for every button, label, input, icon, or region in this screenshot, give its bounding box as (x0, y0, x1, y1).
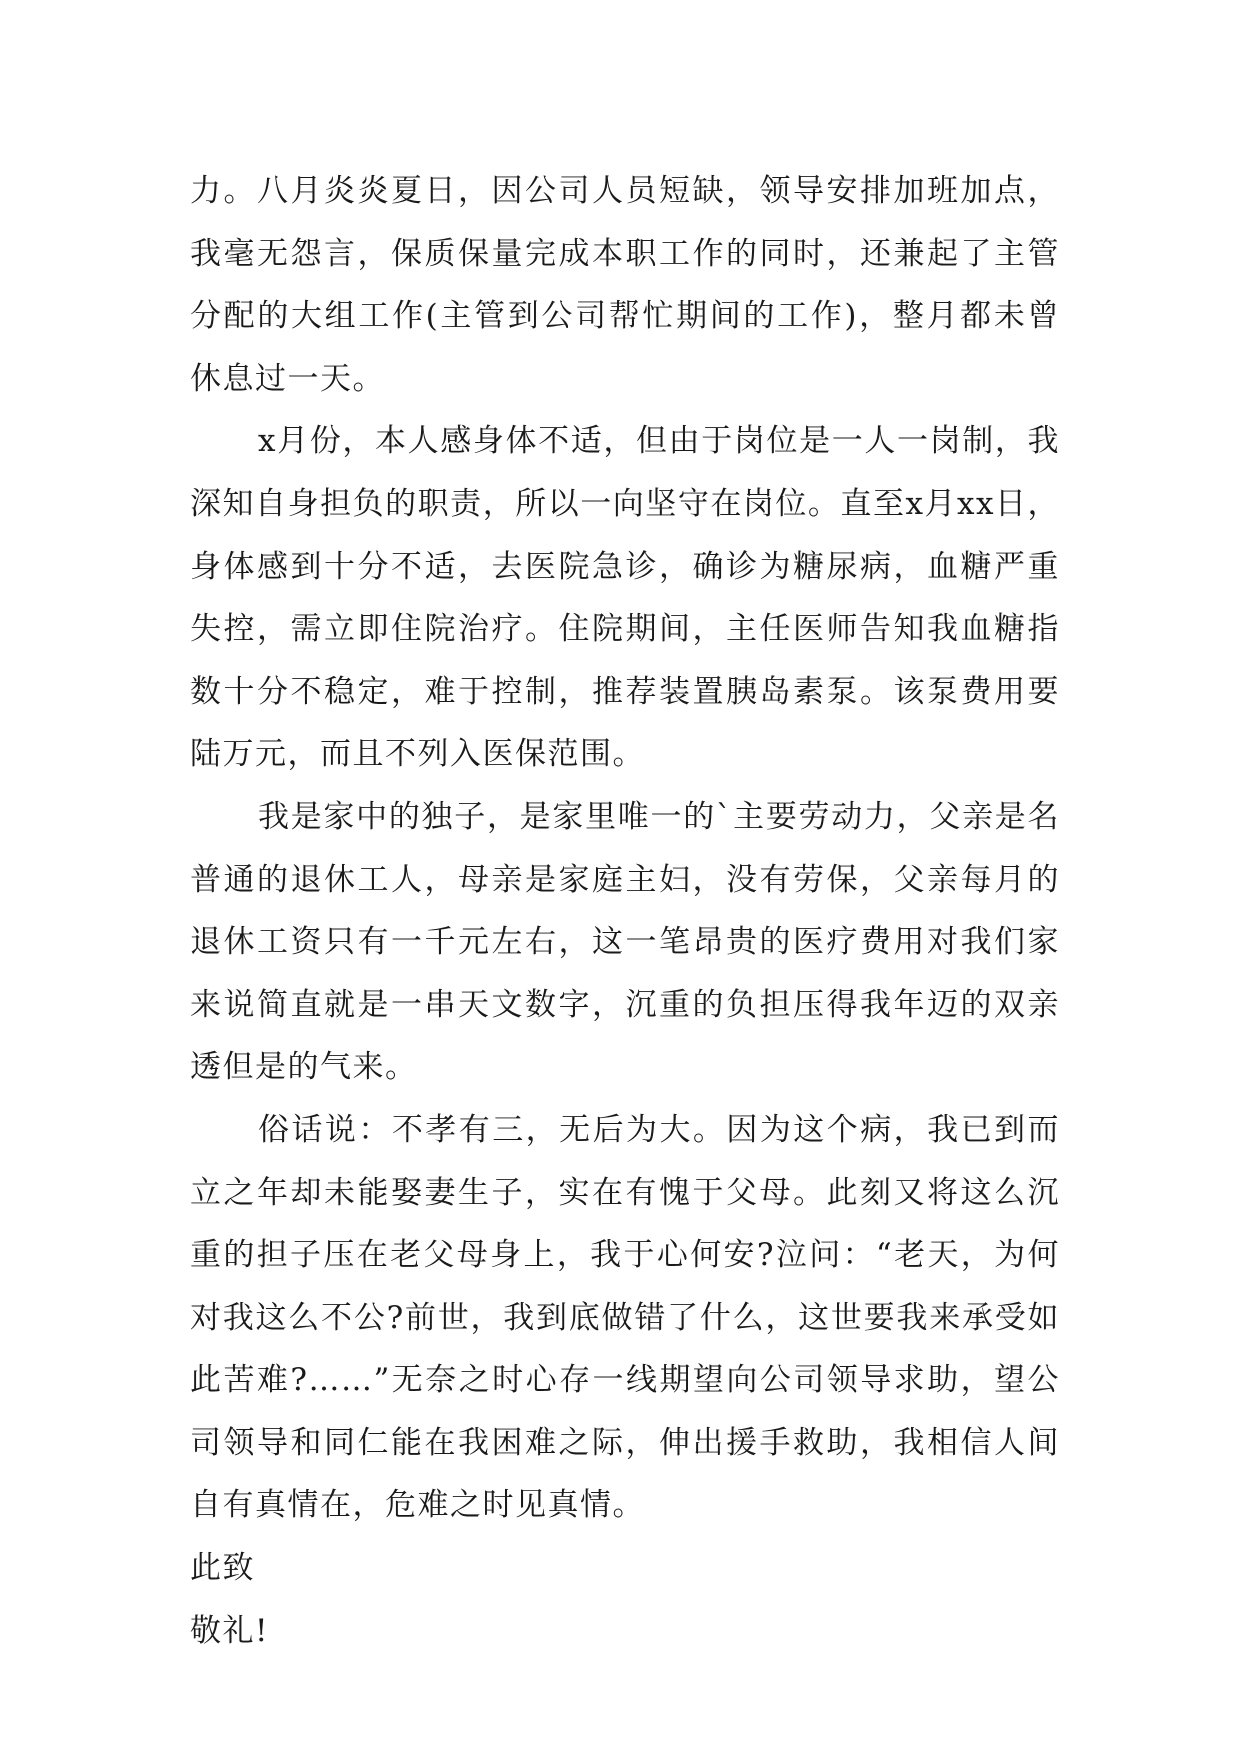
paragraph-2: x月份，本人感身体不适，但由于岗位是一人一岗制，我深知自身担负的职责，所以一向坚守在岗位。直至x月xx日，身体感到十分不适，去医院急诊，确诊为糖尿病，血糖严重失控，需立即住院治疗。住院期间，主任医师告知我血糖指数十分不稳定，难于控制，推荐装置胰岛素泵。该泵费用要陆万元，而且不列入医保范围。 (190, 423, 1060, 773)
closing-salutation: 此致 (190, 1550, 255, 1587)
closing-regards: 敬礼! (190, 1612, 269, 1649)
paragraph-4: 俗话说：不孝有三，无后为大。因为这个病，我已到而立之年却未能娶妻生子，实在有愧于父母。此刻又将这么沉重的担子压在老父母身上，我于心何安?泣问：“老天，为何对我这么不公?前世，我到底做错了什么，这世要我来承受如此苦难?……”无奈之时心存一线期望向公司领导求助，望公司领导和同仁能在我困难之际，伸出援手救助，我相信人间自有真情在，危难之时见真情。 (190, 1111, 1060, 1524)
letter-body (190, 160, 1060, 1662)
paragraph-3: 我是家中的独子，是家里唯一的`主要劳动力，父亲是名普通的退休工人，母亲是家庭主妇，没有劳保，父亲每月的退休工资只有一千元左右，这一笔昂贵的医疗费用对我们家来说简直就是一串天文数字，沉重的负担压得我年迈的双亲透但是的气来。 (190, 798, 1060, 1086)
paragraph-1: 力。八月炎炎夏日，因公司人员短缺，领导安排加班加点，我毫无怨言，保质保量完成本职工作的同时，还兼起了主管分配的大组工作(主管到公司帮忙期间的工作)，整月都未曾休息过一天。 (190, 173, 1060, 397)
